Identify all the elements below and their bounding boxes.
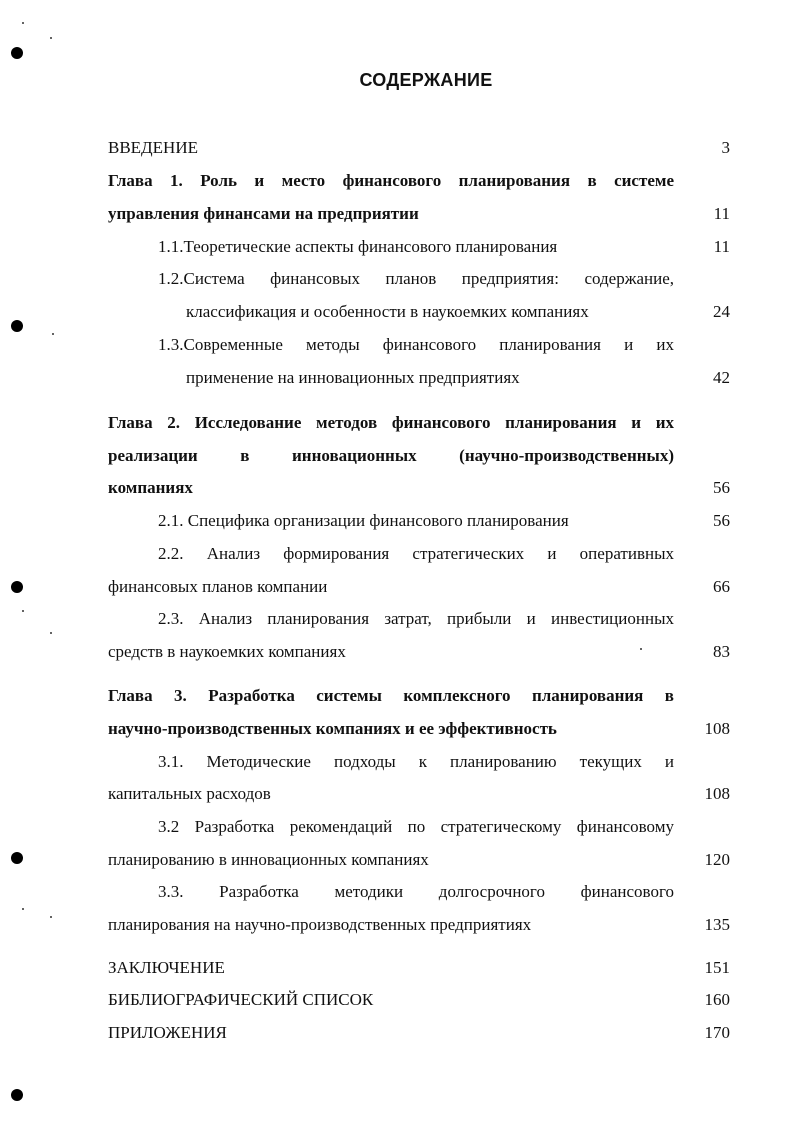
binder-hole-dot [11,581,23,593]
toc-entry-introduction: ВВЕДЕНИЕ [108,138,198,157]
toc-entry-chapter-2-cont: компаниях [108,478,193,497]
toc-page-number: 120 [704,850,730,869]
toc-page-number: 3 [721,138,730,157]
toc-page-number: 11 [713,204,730,223]
toc-entry-section-1-3-cont: применение на инновационных предприятиях [186,368,520,387]
toc-entry-section-1-1: 1.1.Теоретические аспекты финансового планирования [158,237,558,256]
toc-entry-bibliography: БИБЛИОГРАФИЧЕСКИЙ СПИСОК [108,990,374,1009]
toc-entry-chapter-2: Глава 2. Исследование методов финансового планирования и их [108,413,674,432]
toc-entry-section-3-1: 3.1. Методические подходы к планированию текущих и [158,752,674,771]
toc-page-number: 11 [713,237,730,256]
toc-page-number: 170 [704,1023,730,1042]
toc-entry-section-1-3: 1.3.Современные методы финансового планирования и их [158,335,674,354]
toc-page-number: 42 [713,368,730,387]
toc-page-number: 135 [704,915,730,934]
toc-entry-section-3-1-cont: капитальных расходов [108,784,271,803]
toc-page-number: 108 [704,719,730,738]
toc-entry-section-3-3: 3.3. Разработка методики долгосрочного финансового [158,882,674,901]
binder-hole-dot [11,1089,23,1101]
binder-hole-dot [11,320,23,332]
page-title: СОДЕРЖАНИЕ [359,70,493,90]
toc-entry-section-2-1: 2.1. Специфика организации финансового планирования [158,511,569,530]
scan-speck [50,916,52,918]
toc-entry-section-2-2-cont: финансовых планов компании [108,577,328,596]
toc-entry-chapter-3-cont: научно-производственных компаниях и ее эффективность [108,719,557,738]
toc-page-number: 151 [704,958,730,977]
toc-page-number: 24 [713,302,730,321]
binder-hole-dot [11,47,23,59]
toc-entry-appendices: ПРИЛОЖЕНИЯ [108,1023,227,1042]
toc-entry-section-2-2: 2.2. Анализ формирования стратегических и оперативных [158,544,674,563]
scan-speck [50,37,52,39]
toc-entry-chapter-3: Глава 3. Разработка системы комплексного планирования в [108,686,674,705]
toc-entry-conclusion: ЗАКЛЮЧЕНИЕ [108,958,225,977]
toc-entry-section-1-2-cont: классификация и особенности в наукоемких компаниях [186,302,589,321]
toc-page-number: 56 [713,478,730,497]
scan-speck [50,632,52,634]
toc-entry-section-2-3-cont: средств в наукоемких компаниях [108,642,346,661]
binder-hole-dot [11,852,23,864]
scan-speck [22,610,24,612]
toc-entry-section-2-3: 2.3. Анализ планирования затрат, прибыли и инвестиционных [158,609,674,628]
scan-speck [52,333,54,335]
toc-entry-chapter-2-cont: реализации в инновационных (научно-производственных) [108,446,674,465]
toc-page-number: 160 [704,990,730,1009]
scan-speck [22,22,24,24]
toc-page-number: 83 [713,642,730,661]
toc-entry-chapter-1-cont: управления финансами на предприятии [108,204,419,223]
toc-entry-chapter-1: Глава 1. Роль и место финансового планирования в системе [108,171,674,190]
scan-speck [22,908,24,910]
toc-page-number: 56 [713,511,730,530]
toc-entry-section-3-2-cont: планированию в инновационных компаниях [108,850,429,869]
toc-entry-section-3-3-cont: планирования на научно-производственных предприятиях [108,915,532,934]
toc-page-number: 108 [704,784,730,803]
toc-entry-section-1-2: 1.2.Система финансовых планов предприятия: содержание, [158,269,674,288]
toc-entry-section-3-2: 3.2 Разработка рекомендаций по стратегическому финансовому [158,817,674,836]
toc-page-number: 66 [713,577,730,596]
